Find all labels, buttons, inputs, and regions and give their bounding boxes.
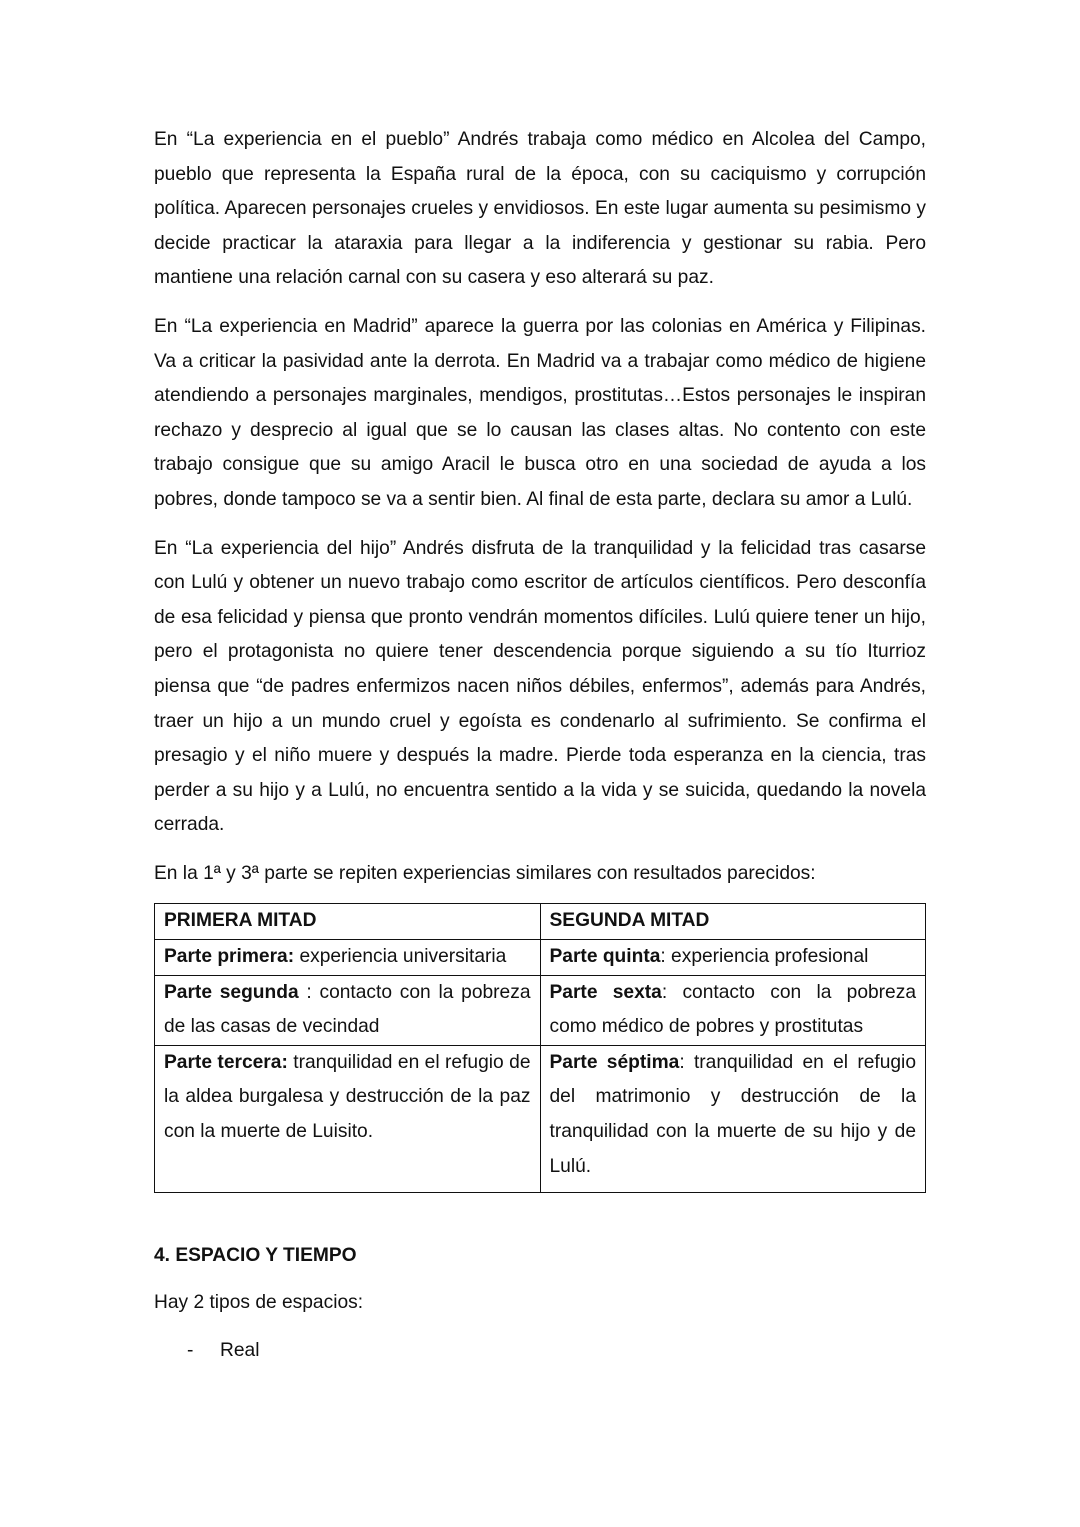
header-segunda-mitad: SEGUNDA MITAD — [540, 904, 926, 940]
cell-label: Parte sexta — [549, 981, 662, 1003]
cell-label: Parte quinta — [549, 946, 661, 968]
cell-text: : contacto con la pobreza como médico de pobres y prostitutas — [549, 981, 916, 1038]
table-row — [155, 940, 926, 976]
cell-text: experiencia universitaria — [294, 946, 507, 968]
cell-text: : tranquilidad en el refugio del matrimonio y destrucción de la tranquilidad con la muerte de su hijo y de Lulú. — [549, 1051, 916, 1177]
table-row — [155, 1045, 926, 1192]
table-cell — [155, 940, 541, 976]
list-item — [154, 1334, 926, 1369]
table-row — [155, 975, 926, 1045]
cell-label: Parte primera: — [164, 946, 295, 968]
cell-label: Parte segunda — [164, 981, 299, 1003]
list-marker: - — [187, 1340, 194, 1362]
list-item-text: Real — [220, 1340, 260, 1362]
cell-text: tranquilidad en el refugio de la aldea burgalesa y destrucción de la paz con la muerte de Luisito. — [164, 1051, 531, 1143]
paragraph-hijo: En “La experiencia del hijo” Andrés disfruta de la tranquilidad y la felicidad tras casarse con Lulú y obtener un nuevo trabajo como escritor de artículos científicos. Pero desconfía de esa felicidad y piensa que pronto vendrán momentos difíciles. Lulú quiere tener un hijo, pero el protagonista no quiere tener descendencia porque siguiendo a su tío Iturrioz piensa que “de padres enfermizos nacen niños débiles, enfermos”, además para Andrés, traer un hijo a un mundo cruel y egoísta es condenarlo al sufrimiento. Se confirma el presagio y el niño muere y después la madre. Pierde toda esperanza en la ciencia, tras perder a su hijo y a Lulú, no encuentra sentido a la vida y se suicida, quedando la novela cerrada. — [154, 537, 926, 836]
section-heading: 4. ESPACIO Y TIEMPO — [154, 1245, 357, 1267]
cell-text: : contacto con la pobreza de las casas de vecindad — [164, 981, 531, 1038]
comparison-table — [154, 903, 926, 1193]
table-cell — [155, 975, 541, 1045]
cell-text: : experiencia profesional — [660, 946, 869, 968]
table-intro: En la 1ª y 3ª parte se repiten experiencias similares con resultados parecidos: — [154, 862, 816, 884]
table-header-row — [155, 904, 926, 940]
section-intro: Hay 2 tipos de espacios: — [154, 1291, 364, 1313]
cell-label: Parte séptima — [549, 1051, 680, 1073]
paragraph-pueblo: En “La experiencia en el pueblo” Andrés trabaja como médico en Alcolea del Campo, pueblo que representa la España rural de la época, con su caciquismo y corrupción política. Aparecen personajes crueles y envidiosos. En este lugar aumenta su pesimismo y decide practicar la ataraxia para llegar a la indiferencia y gestionar su rabia. Pero mantiene una relación carnal con su casera y eso alterará su paz. — [154, 129, 926, 289]
table-cell — [155, 1045, 541, 1192]
paragraph-madrid: En “La experiencia en Madrid” aparece la guerra por las colonias en América y Filipinas. Va a criticar la pasividad ante la derrota. En Madrid va a trabajar como médico de higiene atendiendo a personajes marginales, mendigos, prostitutas…Estos personajes le inspiran rechazo y desprecio al igual que se lo causan las clases altas. No contento con este trabajo consigue que su amigo Aracil le busca otro en una sociedad de ayuda a los pobres, donde tampoco se va a sentir bien. Al final de esta parte, declara su amor a Lulú. — [154, 315, 926, 510]
document-page — [154, 123, 926, 1369]
table-cell — [540, 975, 926, 1045]
cell-label: Parte tercera: — [164, 1051, 288, 1073]
header-primera-mitad: PRIMERA MITAD — [155, 904, 541, 940]
table-cell — [540, 1045, 926, 1192]
table-cell — [540, 940, 926, 976]
